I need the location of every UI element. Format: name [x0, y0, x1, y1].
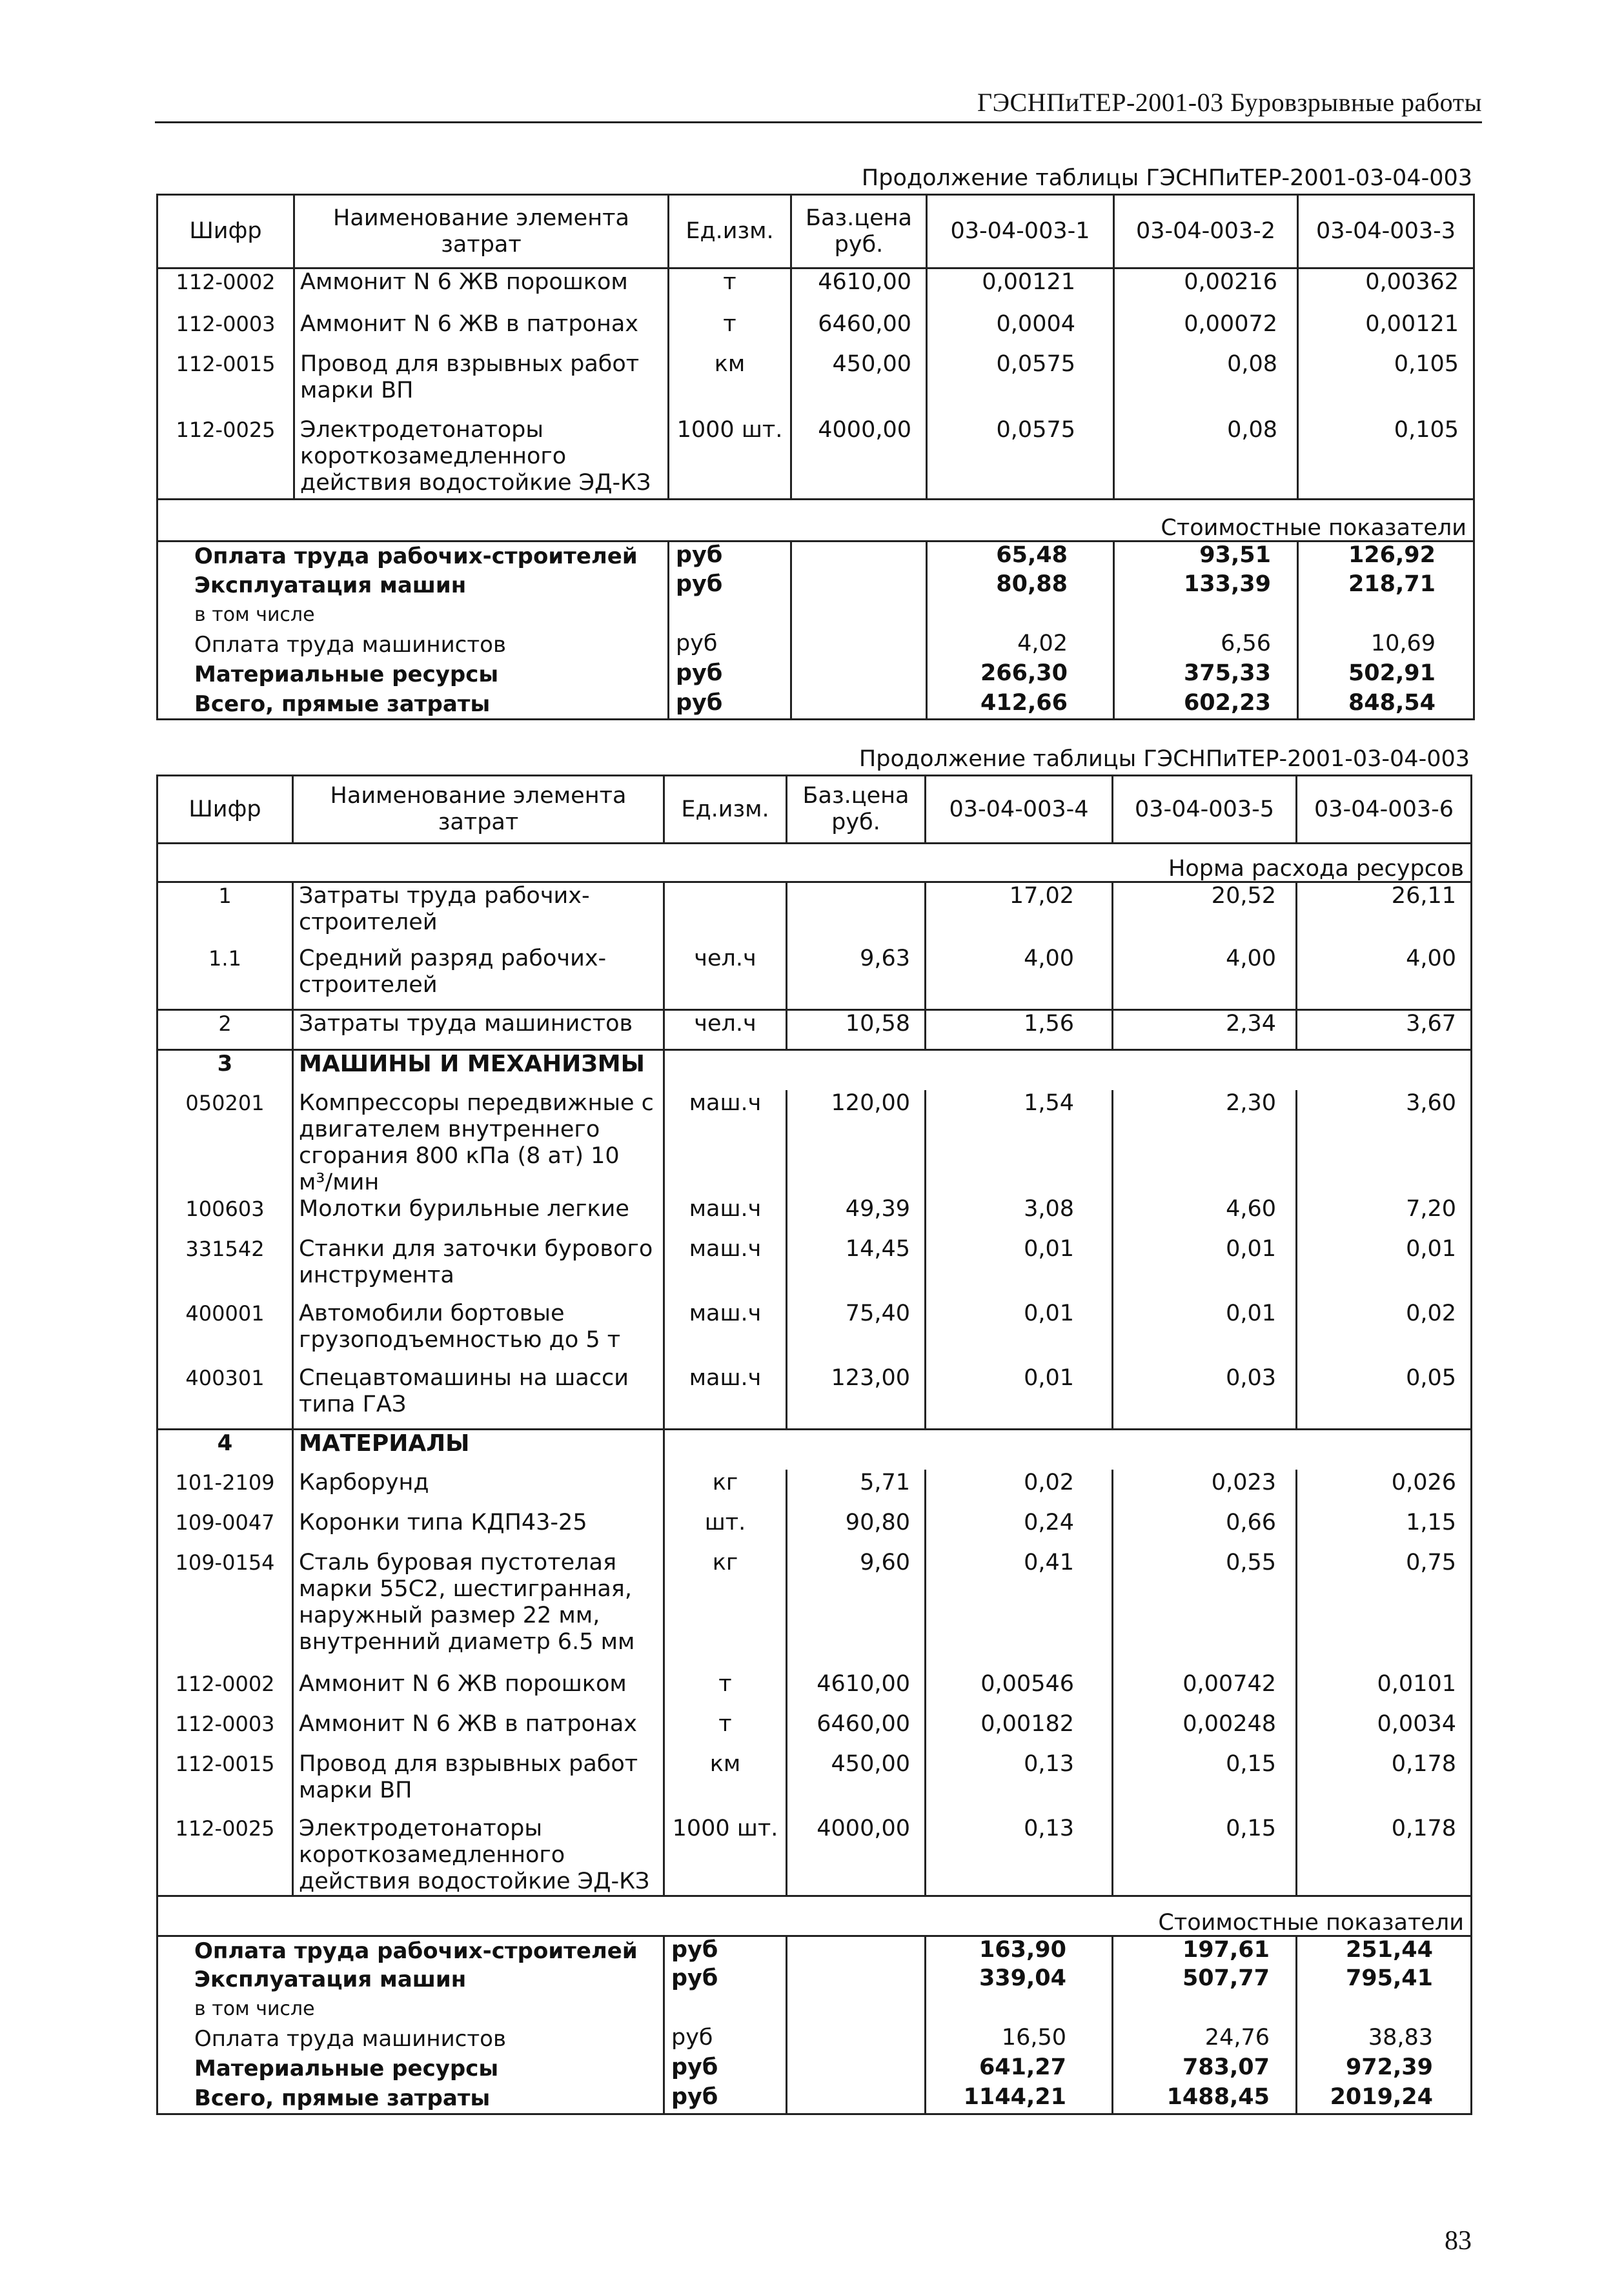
value-cell: 0,01 [1113, 1301, 1297, 1365]
value-cell: 4,00 [1113, 946, 1297, 1010]
resource-price [787, 882, 926, 946]
cost-label: Оплата труда машинистов [157, 631, 669, 660]
cost-unit: руб [669, 542, 791, 571]
cost-row [157, 2084, 1472, 2114]
cost-label: Материальные ресурсы [157, 2054, 664, 2084]
resource-price: 14,45 [787, 1236, 926, 1301]
resource-price: 4000,00 [791, 417, 927, 500]
cost-value [927, 601, 1114, 631]
resource-name: Электродетонаторы короткозамедленного действия водостойкие ЭД-КЗ [294, 417, 669, 500]
caption-row [157, 1896, 1472, 1936]
empty-cell [664, 1050, 787, 1090]
cost-row [157, 2054, 1472, 2084]
value-cell: 0,026 [1297, 1470, 1472, 1510]
table-row [157, 1510, 1472, 1550]
cost-row [157, 542, 1474, 571]
resource-code: 112-0025 [157, 1816, 293, 1896]
empty-cell [787, 1050, 926, 1090]
cost-value: 1488,45 [1113, 2084, 1297, 2114]
value-cell: 0,00216 [1114, 268, 1298, 311]
value-cell: 1,15 [1297, 1510, 1472, 1550]
cost-value: 795,41 [1297, 1965, 1472, 1995]
col-header-code: Шифр [157, 776, 293, 844]
resource-code: 112-0015 [157, 351, 294, 417]
resource-price: 6460,00 [787, 1711, 926, 1751]
resource-price: 4610,00 [791, 268, 927, 311]
cost-value: 163,90 [926, 1936, 1113, 1965]
empty-cell [1113, 1430, 1297, 1470]
value-cell: 0,02 [1297, 1301, 1472, 1365]
table-row [157, 351, 1474, 417]
resource-price: 5,71 [787, 1470, 926, 1510]
empty-cell [787, 2025, 926, 2054]
table-row [157, 1301, 1472, 1365]
empty-cell [787, 2084, 926, 2114]
table-row [157, 946, 1472, 1010]
empty-cell [1113, 1050, 1297, 1090]
table-row [157, 311, 1474, 351]
cost-value: 1144,21 [926, 2084, 1113, 2114]
resource-code: 400001 [157, 1301, 293, 1365]
table-row [157, 1050, 1472, 1090]
value-cell: 0,02 [926, 1470, 1113, 1510]
cost-value: 218,71 [1298, 571, 1474, 601]
resource-code: 109-0154 [157, 1550, 293, 1671]
value-cell: 0,15 [1113, 1816, 1297, 1896]
resource-price: 4000,00 [787, 1816, 926, 1896]
cost-unit: руб [664, 1965, 787, 1995]
resource-price: 10,58 [787, 1010, 926, 1050]
cost-row [157, 601, 1474, 631]
cost-value: 339,04 [926, 1965, 1113, 1995]
page-number: 83 [1445, 2226, 1472, 2256]
table-row [157, 1751, 1472, 1816]
resource-name: Затраты труда машинистов [293, 1010, 664, 1050]
resource-unit: маш.ч [664, 1236, 787, 1301]
table-row [157, 1090, 1472, 1196]
cost-row [157, 631, 1474, 660]
value-cell: 17,02 [926, 882, 1113, 946]
value-cell: 0,178 [1297, 1751, 1472, 1816]
table-row [157, 1711, 1472, 1751]
cost-value: 133,39 [1114, 571, 1298, 601]
resource-code: 331542 [157, 1236, 293, 1301]
resource-name: Затраты труда рабочих-строителей [293, 882, 664, 946]
resource-code: 050201 [157, 1090, 293, 1196]
table-row [157, 1010, 1472, 1050]
cost-row [157, 1965, 1472, 1995]
value-cell: 0,0034 [1297, 1711, 1472, 1751]
cost-row [157, 571, 1474, 601]
resource-name: Аммонит N 6 ЖВ в патронах [293, 1711, 664, 1751]
resource-unit: маш.ч [664, 1365, 787, 1430]
value-cell: 0,41 [926, 1550, 1113, 1671]
resource-price: 9,60 [787, 1550, 926, 1671]
resource-name: Молотки бурильные легкие [293, 1196, 664, 1236]
section-number: 3 [157, 1050, 293, 1090]
cost-row [157, 2025, 1472, 2054]
value-cell: 0,105 [1298, 351, 1474, 417]
empty-cell [926, 1430, 1113, 1470]
empty-cell [1297, 1430, 1472, 1470]
caption-row [157, 844, 1472, 882]
cost-label: в том числе [157, 601, 669, 631]
resource-unit: т [669, 311, 791, 351]
cost-value: 972,39 [1297, 2054, 1472, 2084]
resource-unit: маш.ч [664, 1090, 787, 1196]
resource-name: Провод для взрывных работ марки ВП [293, 1751, 664, 1816]
cost-unit: руб [669, 660, 791, 690]
resource-code: 100603 [157, 1196, 293, 1236]
resource-price: 450,00 [787, 1751, 926, 1816]
cost-label: Эксплуатация машин [157, 1965, 664, 1995]
resource-name: Аммонит N 6 ЖВ в патронах [294, 311, 669, 351]
col-header-5: 03-04-003-5 [1113, 776, 1297, 844]
col-header-unit: Ед.изм. [669, 195, 791, 268]
col-header-1: 03-04-003-1 [927, 195, 1114, 268]
value-cell: 0,0101 [1297, 1671, 1472, 1711]
value-cell: 0,13 [926, 1816, 1113, 1896]
value-cell: 0,13 [926, 1751, 1113, 1816]
resource-code: 109-0047 [157, 1510, 293, 1550]
resource-unit: км [669, 351, 791, 417]
cost-label: Всего, прямые затраты [157, 690, 669, 720]
cost-value: 6,56 [1114, 631, 1298, 660]
col-header-3: 03-04-003-3 [1298, 195, 1474, 268]
resource-price: 9,63 [787, 946, 926, 1010]
empty-cell [791, 690, 927, 720]
cost-value: 10,69 [1298, 631, 1474, 660]
value-cell: 7,20 [1297, 1196, 1472, 1236]
resource-name: Компрессоры передвижные с двигателем внутреннего сгорания 800 кПа (8 ат) 10 м³/мин [293, 1090, 664, 1196]
cost-value: 602,23 [1114, 690, 1298, 720]
cost-label: Эксплуатация машин [157, 571, 669, 601]
value-cell: 0,08 [1114, 351, 1298, 417]
empty-cell [791, 660, 927, 690]
empty-cell [787, 2054, 926, 2084]
value-cell: 0,105 [1298, 417, 1474, 500]
resource-code: 101-2109 [157, 1470, 293, 1510]
table-row [157, 1236, 1472, 1301]
cost-value [1297, 1995, 1472, 2025]
resource-name: Карборунд [293, 1470, 664, 1510]
resource-unit: кг [664, 1470, 787, 1510]
value-cell: 0,00182 [926, 1711, 1113, 1751]
table-row [157, 417, 1474, 500]
cost-value [1114, 601, 1298, 631]
value-cell: 0,24 [926, 1510, 1113, 1550]
cost-label: Оплата труда рабочих-строителей [157, 542, 669, 571]
table-row [157, 268, 1474, 311]
section-number: 4 [157, 1430, 293, 1470]
resource-name: Провод для взрывных работ марки ВП [294, 351, 669, 417]
cost-value: 507,77 [1113, 1965, 1297, 1995]
value-cell: 0,178 [1297, 1816, 1472, 1896]
resource-unit: т [664, 1711, 787, 1751]
value-cell: 0,00362 [1298, 268, 1474, 311]
cost-value: 266,30 [927, 660, 1114, 690]
empty-cell [791, 571, 927, 601]
resource-name: Автомобили бортовые грузоподъемностью до 5 т [293, 1301, 664, 1365]
col-header-4: 03-04-003-4 [926, 776, 1113, 844]
cost-label: в том числе [157, 1995, 664, 2025]
cost-value: 126,92 [1298, 542, 1474, 571]
resource-code: 2 [157, 1010, 293, 1050]
resource-code: 112-0025 [157, 417, 294, 500]
cost-value: 502,91 [1298, 660, 1474, 690]
running-header [155, 83, 1482, 123]
value-cell: 0,05 [1297, 1365, 1472, 1430]
resource-price: 6460,00 [791, 311, 927, 351]
resource-price: 120,00 [787, 1090, 926, 1196]
resource-unit: маш.ч [664, 1301, 787, 1365]
resource-name: Станки для заточки бурового инструмента [293, 1236, 664, 1301]
resource-code: 112-0002 [157, 1671, 293, 1711]
resource-unit: 1000 шт. [664, 1816, 787, 1896]
value-cell: 0,01 [926, 1236, 1113, 1301]
resource-unit: т [669, 268, 791, 311]
value-cell: 0,00248 [1113, 1711, 1297, 1751]
value-cell: 20,52 [1113, 882, 1297, 946]
cost-value: 16,50 [926, 2025, 1113, 2054]
value-cell: 3,60 [1297, 1090, 1472, 1196]
table-row [157, 1470, 1472, 1510]
resource-code: 112-0003 [157, 1711, 293, 1751]
resource-unit: т [664, 1671, 787, 1711]
resource-name: Спецавтомашины на шасси типа ГАЗ [293, 1365, 664, 1430]
resource-unit: км [664, 1751, 787, 1816]
value-cell: 4,00 [926, 946, 1113, 1010]
resource-unit: маш.ч [664, 1196, 787, 1236]
cost-unit: руб [664, 1936, 787, 1965]
value-cell: 0,00121 [1298, 311, 1474, 351]
cost-caption: Стоимостные показатели [157, 500, 1474, 542]
table-row [157, 1196, 1472, 1236]
cost-value: 80,88 [927, 571, 1114, 601]
cost-value: 2019,24 [1297, 2084, 1472, 2114]
empty-cell [787, 1936, 926, 1965]
col-header-name: Наименование элемента затрат [293, 776, 664, 844]
value-cell: 2,30 [1113, 1090, 1297, 1196]
value-cell: 0,75 [1297, 1550, 1472, 1671]
col-header-name: Наименование элемента затрат [294, 195, 669, 268]
table-2 [156, 775, 1472, 2115]
section-title: МАШИНЫ И МЕХАНИЗМЫ [293, 1050, 664, 1090]
cost-label: Оплата труда рабочих-строителей [157, 1936, 664, 1965]
section-title: МАТЕРИАЛЫ [293, 1430, 664, 1470]
empty-cell [664, 1430, 787, 1470]
cost-value: 251,44 [1297, 1936, 1472, 1965]
running-header-text: ГЭСНПиТЕР-2001-03 Буровзрывные работы [977, 88, 1482, 117]
value-cell: 0,0575 [927, 351, 1114, 417]
value-cell: 26,11 [1297, 882, 1472, 946]
cost-value [1113, 1995, 1297, 2025]
value-cell: 3,08 [926, 1196, 1113, 1236]
col-header-price: Баз.цена руб. [791, 195, 927, 268]
table-row [157, 1365, 1472, 1430]
resource-unit: шт. [664, 1510, 787, 1550]
resource-name: Коронки типа КДП43-25 [293, 1510, 664, 1550]
value-cell: 0,15 [1113, 1751, 1297, 1816]
resource-name: Аммонит N 6 ЖВ порошком [294, 268, 669, 311]
table-row [157, 882, 1472, 946]
cost-unit: руб [664, 2025, 787, 2054]
cost-value: 197,61 [1113, 1936, 1297, 1965]
cost-row [157, 690, 1474, 720]
resource-price: 49,39 [787, 1196, 926, 1236]
empty-cell [791, 542, 927, 571]
cost-value: 783,07 [1113, 2054, 1297, 2084]
resource-code: 112-0002 [157, 268, 294, 311]
cost-value [1298, 601, 1474, 631]
value-cell: 0,01 [926, 1301, 1113, 1365]
cost-caption: Норма расхода ресурсов [157, 844, 1472, 882]
value-cell: 0,03 [1113, 1365, 1297, 1430]
table-row [157, 1671, 1472, 1711]
cost-row [157, 1995, 1472, 2025]
resource-unit: чел.ч [664, 946, 787, 1010]
empty-cell [926, 1050, 1113, 1090]
value-cell: 0,00546 [926, 1671, 1113, 1711]
resource-unit: чел.ч [664, 1010, 787, 1050]
table-1 [156, 194, 1475, 720]
value-cell: 0,66 [1113, 1510, 1297, 1550]
cost-caption: Стоимостные показатели [157, 1896, 1472, 1936]
cost-row [157, 1936, 1472, 1965]
cost-unit: руб [669, 571, 791, 601]
col-header-6: 03-04-003-6 [1297, 776, 1472, 844]
value-cell: 0,08 [1114, 417, 1298, 500]
value-cell: 0,0575 [927, 417, 1114, 500]
resource-name: Аммонит N 6 ЖВ порошком [293, 1671, 664, 1711]
resource-code: 400301 [157, 1365, 293, 1430]
col-header-code: Шифр [157, 195, 294, 268]
cost-value: 641,27 [926, 2054, 1113, 2084]
value-cell: 0,00121 [927, 268, 1114, 311]
value-cell: 0,55 [1113, 1550, 1297, 1671]
cost-value: 375,33 [1114, 660, 1298, 690]
resource-code: 1 [157, 882, 293, 946]
resource-code: 112-0003 [157, 311, 294, 351]
cost-value: 38,83 [1297, 2025, 1472, 2054]
cost-value: 93,51 [1114, 542, 1298, 571]
empty-cell [1297, 1050, 1472, 1090]
cost-value: 24,76 [1113, 2025, 1297, 2054]
cost-unit: руб [664, 2054, 787, 2084]
resource-name: Сталь буровая пустотелая марки 55С2, шестигранная, наружный размер 22 мм, внутренний диаметр 6.5 мм [293, 1550, 664, 1671]
resource-price: 4610,00 [787, 1671, 926, 1711]
empty-cell [787, 1965, 926, 1995]
resource-price: 75,40 [787, 1301, 926, 1365]
value-cell: 4,60 [1113, 1196, 1297, 1236]
cost-value: 848,54 [1298, 690, 1474, 720]
table1-continuation-caption: Продолжение таблицы ГЭСНПиТЕР-2001-03-04-003 [861, 165, 1472, 191]
value-cell: 1,54 [926, 1090, 1113, 1196]
cost-unit [664, 1995, 787, 2025]
value-cell: 0,00742 [1113, 1671, 1297, 1711]
table-row [157, 1430, 1472, 1470]
value-cell: 0,023 [1113, 1470, 1297, 1510]
resource-name: Средний разряд рабочих-строителей [293, 946, 664, 1010]
cost-value [926, 1995, 1113, 2025]
empty-cell [787, 1995, 926, 2025]
col-header-price: Баз.цена руб. [787, 776, 926, 844]
cost-value: 412,66 [927, 690, 1114, 720]
cost-unit: руб [669, 690, 791, 720]
empty-cell [791, 601, 927, 631]
caption-row [157, 500, 1474, 542]
cost-value: 65,48 [927, 542, 1114, 571]
value-cell: 0,00072 [1114, 311, 1298, 351]
value-cell: 4,00 [1297, 946, 1472, 1010]
cost-label: Всего, прямые затраты [157, 2084, 664, 2114]
col-header-2: 03-04-003-2 [1114, 195, 1298, 268]
value-cell: 0,01 [926, 1365, 1113, 1430]
cost-unit: руб [664, 2084, 787, 2114]
empty-cell [791, 631, 927, 660]
cost-unit: руб [669, 631, 791, 660]
cost-label: Материальные ресурсы [157, 660, 669, 690]
resource-unit: кг [664, 1550, 787, 1671]
col-header-unit: Ед.изм. [664, 776, 787, 844]
resource-unit: 1000 шт. [669, 417, 791, 500]
cost-unit [669, 601, 791, 631]
table-row [157, 1816, 1472, 1896]
value-cell: 0,01 [1113, 1236, 1297, 1301]
resource-price: 450,00 [791, 351, 927, 417]
resource-price: 90,80 [787, 1510, 926, 1550]
resource-unit [664, 882, 787, 946]
resource-code: 112-0015 [157, 1751, 293, 1816]
cost-value: 4,02 [927, 631, 1114, 660]
empty-cell [787, 1430, 926, 1470]
table2-continuation-caption: Продолжение таблицы ГЭСНПиТЕР-2001-03-04-003 [858, 746, 1470, 772]
resource-name: Электродетонаторы короткозамедленного действия водостойкие ЭД-КЗ [293, 1816, 664, 1896]
value-cell: 3,67 [1297, 1010, 1472, 1050]
value-cell: 2,34 [1113, 1010, 1297, 1050]
resource-code: 1.1 [157, 946, 293, 1010]
table-row [157, 1550, 1472, 1671]
cost-label: Оплата труда машинистов [157, 2025, 664, 2054]
value-cell: 0,01 [1297, 1236, 1472, 1301]
resource-price: 123,00 [787, 1365, 926, 1430]
value-cell: 0,0004 [927, 311, 1114, 351]
cost-row [157, 660, 1474, 690]
value-cell: 1,56 [926, 1010, 1113, 1050]
